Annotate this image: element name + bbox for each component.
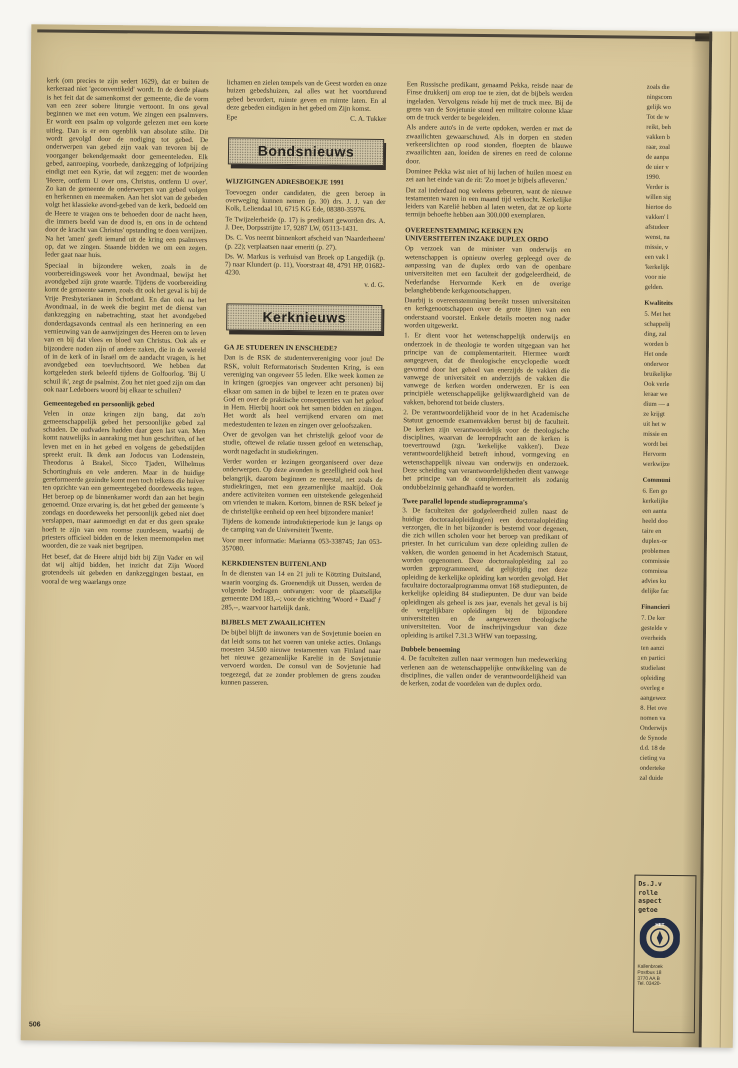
article-paragraph: Velen in onze kringen zijn bang, dat zo'n gemeenschappelijk gebed het persoonlijke gebed zal schaden. De oudvaders hadden daar geen last van. Men komt nauwelijks in aanraking met hun geschriften, of het leven met en in het gebed en volgens de gebedstijden spreekt eruit. Ik denk aan Jodocus van Lodenstein, Theodorus à Brakel, Sicco Tjaden, Wilhelmus Schortinghuis en vele anderen. Maar in de huidige gereformeerde gezindte komt men toch telkens die huiver ten opzichte van een gemeentegebed doordeweeks tegen. Het beroep op de binnenkamer wordt dan aan het begin genoemd. Onze ervaring is, dat het gebed der gemeente 's zondags en doordeweeks het persoonlijk gebed niet doet verslappen, maar aanmoedigt en dat er dus geen sprake hoeft te zijn van een roomse zuurdesem, waarbij de priesters officieel bidden en de leken meemompelen met woorden, die ze vaak niet begrijpen. — [41, 409, 206, 551]
advertisement-address: Kallenbroek Postbus 18 3770 AA B Tel. 03420- — [637, 964, 663, 988]
clipped-text-fragment: 7. De ker gestelde v overheids ten aanzi en partici studielast opleiding overleg e aangewez 8. Het ove nomen va Onderwijs de Synode d.d. 18 de cieting va onderteke zal duide — [639, 614, 668, 782]
article-heading: BIJBELS MET ZWAAILICHTEN — [221, 618, 326, 628]
signature-place: Epe — [226, 113, 238, 122]
article-subheading: Gemeentegebed en persoonlijk gebed — [43, 399, 155, 409]
article-paragraph: In de diensten van 14 en 21 juli te Kötzting Duitsland, waarin voorging ds. Groenendijk uit Dussen, werden de volgende bedragen ontvangen: voor de plaatselijke gemeente DM 183,--; voor de stichting 'Woord + Daad' ƒ 285,--, waarvoor hartelijk dank. — [221, 569, 382, 612]
page-top-edge — [37, 29, 738, 39]
article-column-1 — [37, 76, 209, 1030]
section-header-bondsnieuws: Bondsnieuws — [228, 138, 384, 167]
article-paragraph: Als andere auto's in de verte opdoken, werden er met de zwaailichten gewaarschuwd. Als in dorpen en steden verkeerslichten op rood stonden, floepten de blauwe zwaailichten aan, loeiden de sirenes en reed de colonne door. — [405, 123, 573, 166]
article-paragraph: Ds. C. Vos neemt binnenkort afscheid van 'Naarderheem' (p. 22); verplaatsen naar emeriti (p. 27). — [224, 233, 386, 252]
clipped-text-fragment: 5. Met het schappelij ding, zal worden b Het onde onderwor bruikelijke Ook verle leraar we dium — a ze krijgt uit het w missie en wordt bei Hervorm werkwijze — [642, 310, 672, 469]
advertisement-box — [633, 875, 697, 1034]
article-column-2 — [217, 78, 387, 1032]
article-column-4-clipped — [638, 83, 704, 884]
article-paragraph: Een Russische predikant, genaamd Pekka, reisde naar de Finse drukkerij om erop toe te zien, dat de bijbels werden ingeladen. Vervolgens reisde hij met de truck mee. Bij de grens van de Sovjetunie stond een militaire colonne klaar om de truck verder te begeleiden. — [406, 80, 573, 123]
article-paragraph: Verder worden er lezingen georganiseerd over deze onderwerpen. Op deze avonden is gezelligheid ook heel belangrijk, daarom beginnen ze meestal, net zoals de studiekringen, met een gezamenlijke maaltijd. Ook andere activiteiten vormen een uitstekende gelegenheid om vrienden te maken. Kortom, binnen de RSK beleef je de christelijke eenheid op een heel bijzondere manier! — [222, 457, 383, 517]
signature-author: C. A. Tukker — [350, 114, 387, 124]
article-column-3 — [397, 80, 573, 1034]
article-paragraph: Dat zal inderdaad nog weleens gebeuren, want de nieuwe testamenten waren in een maand tijd verkocht. Kerkelijke leiders van Karelië hebben al laten weten, dat ze op korte termijn behoefte hebben aan 300.000 exemplaren. — [405, 185, 572, 221]
section-box-wrap — [228, 138, 384, 167]
article-heading: GA JE STUDEREN IN ENSCHEDE? — [223, 343, 338, 353]
article-paragraph: lichamen en zielen tempels van de Geest worden en onze huizen gebedshuizen, zal alles wat het voortdurend gebed bevordert, ruimte geven en ruimte laten. En al deze gebeden eindigen in het gebed om Zijn komst. — [226, 78, 387, 113]
article-paragraph: Dan is de RSK de studentenvereniging voor jou! De RSK, voluit Reformatorisch Studenten Kring, is een vereniging van ongeveer 55 leden. Elke week komen ze in kringen (groepjes van ongeveer acht personen) bij elkaar om samen in de bijbel te lezen en te praten over God en over de praktische consequenties van het geloof in Hem. Hierbij hoort ook het samen bidden en zingen. Het wordt als heel verrijkend ervaren om met medestudenten te lezen en zingen over geloofszaken. — [223, 353, 384, 430]
clipped-text-fragment: 6. Een go kerkelijke een aanta heeld doo taire en duplex-or problemen commissie commissa advies ku delijke fac — [641, 487, 670, 596]
section-box-wrap — [226, 303, 382, 332]
clipped-text-fragment: zoals die ningscom gelijk wo Tot de w reikt, beh vakken b raar, zoal de aanpa de uier v 1990. Verder is willen sig hiertoe do vakken' l afstudeer wenst, na missie, v een vak l 'kerkelijk voor nie gelden. — [644, 83, 672, 291]
article-paragraph: Daarbij is overeenstemming bereikt tussen universiteiten en kerkgenootschappen over de grote lijnen van een onderstaand voorstel. Enkele details moeten nog nader worden uitgewerkt. — [404, 296, 571, 330]
article-subheading: Communi — [642, 476, 671, 485]
page-number: 506 — [28, 1021, 41, 1029]
article-subheading: Financieri — [641, 603, 670, 612]
article-paragraph: 4. De faculteiten zullen naar vermogen hun medewerking verlenen aan de wetenschappelijke ontwikkeling van de disciplines, die vallen onder de verantwoordelijkheid van de kerken, zodat de voordelen van de duplex ordo. — [400, 654, 567, 689]
seal-logo — [640, 918, 692, 964]
signature-row — [225, 279, 385, 289]
article-heading: KERKDIENSTEN BUITENLAND — [221, 559, 327, 569]
svg-text:HET: HET — [655, 922, 665, 928]
article-paragraph: 1. Er dient voor het wetenschappelijk onderwijs en onderzoek in de theologie te worden uitgegaan van het principe van de complementariteit. Hiermee wordt aangegeven, dat de theologische encyclopedie wordt gevormd door het geheel van enerzijds de vakken die vanwege de universiteit en anderzijds de vakken die vanwege de kerken worden onderwezen. Er is een principiële wetenschappelijke gelijkwaardigheid van de vakken, behorend tot beide clusters. — [403, 331, 571, 407]
article-paragraph: Dominee Pekka wist niet of hij lachen of huilen moest en zei aan het einde van de rit: 'Zo moet je bijbels afleveren.' — [405, 167, 572, 186]
article-paragraph: Tijdens de komende introduktieperiode kun je langs op de camping van de Universiteit Twente. — [222, 517, 383, 535]
article-paragraph: Voor meer informatie: Marianna 053-338745; Jan 053-357080. — [221, 535, 382, 553]
article-subheading: Dubbele benoeming — [400, 645, 461, 654]
article-paragraph: Te Twijzelerheide (p. 17) is predikant geworden drs. A. J. Dee, Dorpsstrijtte 17, 9287 LW, 05113-1431. — [225, 215, 386, 233]
article-heading: WIJZIGINGEN ADRESBOEKJE 1991 — [225, 177, 344, 188]
section-header-kerknieuws: Kerknieuws — [226, 303, 382, 332]
article-paragraph: kerk (om precies te zijn sedert 1629), dat er buiten de kerkeraad niet 'geconventikeld' wordt. In de derde plaats is het feit dat de samenkomst der gemeente, die de vorm van een zeer sobere liturgie vertoont. In ons geval beginnen we met een votum. We zingen een psalmvers. Er wordt een psalm op volgorde gelezen met een korte uitleg. Dan is er een ogenblik van absolute stilte. Dit wordt gevolgd door de nodiging tot gebed. De onderwerpen van gebed zijn vaak van tevoren bij de voorganger bekendgemaakt door gemeenteleden. Elk gebed, aanroeping, voorbede, dankzegging of lofprijzing eindigt met een Kyrie, dat wil zeggen: met de woorden 'Heere, ontferm U over ons, Christus, ontferm U over'. Zo kan de gemeente de onderwerpen van gebed volgen en herkennen en meemaken. Aan het slot van de gebeden volgt het klassieke avond-gebed van de kerk, bedoeld om de Heere te vragen ons te behoeden door de nacht heen, die immers beeld van de dood is, en ons in de ochtend door de kracht van Christus' opstanding te doen verrijzen. Na het 'amen' geeft iemand uit de kring een psalmvers op, dat we zingen. Staande bidden we om een zegen. Ieder gaat naar huis. — [44, 76, 209, 260]
article-paragraph: De bijbel blijft de inwoners van de Sovjetunie boeien en dat leidt soms tot het voeren van unieke acties. Onlangs moesten 34.500 nieuwe testamenten van Finland naar het nieuwe gezamenlijke Karelië in de Sovjetunie vervoerd worden. De consul van de Sovjetunie had toegezegd, dat ze zonder problemen de grens zouden kunnen passeren. — [220, 628, 382, 687]
article-paragraph: 3. De faculteiten der godgeleerdheid zullen naast de huidige doctoraalopleiding(en) een doctoraalopleiding verzorgen, die in het bijzonder is bestemd voor degenen, die zich willen scholen voor het beroep van predikant of priester. In het curriculum van deze opleiding zullen de vakken, die worden genoemd in het Academisch Statuut, worden opgenomen. Deze doctoraalopleiding zal zo worden geprogrammeerd, dat gelijktijdig met deze opleiding de kerkelijke opleiding kan worden gevolgd. Het facultaire doctoraalprogramma omvat 168 studiepunten, de kerkelijke opleiding 84 studiepunten. De duur van beide opleidingen als geheel is zes jaar, evenals het geval is bij de vergelijkbare opleidingen bij de bijzondere universiteiten en de aangewezen theologische universiteiten. Voor de inschrijvingsduur van deze opleiding is artikel 7.31.3 WHW van toepassing. — [400, 506, 569, 641]
article-paragraph: Toevoegen onder candidaten, die geen beroep in overweging kunnen nemen (p. 30) drs. J. J. van der Kolk, Leliendaal 10, 6715 KG Ede, 08380-35976. — [225, 188, 386, 215]
article-paragraph: 2. De verantwoordelijkheid voor de in het Academische Statuut genoemde examenvakken berust bij de faculteit. De kerken zijn verantwoordelijk voor de theologische disciplines, waarvan de leeropdracht aan de kerken is toevertrouwd (zgn. 'kerkelijke vakken'). Deze verantwoordelijkheid betreft inhoud, vormgeving en wetenschappelijk niveau van onderwijs en onderzoek. Deze scheiding van verantwoordelijkheden dient vanwege het principe van de complementariteit als zodanig ondubbelzinnig gehandhaafd te worden. — [402, 408, 570, 493]
advertisement-typed-text: Ds.J.v rolle aspect getoe — [638, 879, 662, 914]
article-paragraph: Over de gevolgen van het christelijk geloof voor de studie, oftewel de relatie tussen geloof en wetenschap, wordt nagedacht in studiekringen. — [222, 430, 384, 456]
article-heading: OVEREENSTEMMING KERKEN EN UNIVERSITEITEN INZAKE DUPLEX ORDO — [405, 225, 549, 244]
article-paragraph: Ds. W. Markus is verhuisd van Broek op Langedijk (p. 7) naar Klundert (p. 11), Voorstraat 48, 4791 HP, 01682-4230. — [224, 252, 385, 277]
article-paragraph: Het besef, dat de Heere altijd bidt bij Zijn Vader en wil dat wij altijd bidden, het inzicht dat Zijn Woord grotendeels uit gebeden en dankzeggingen bestaat, en vooral de weg waarlangs onze — [41, 552, 204, 586]
article-paragraph: Op verzoek van de minister van onderwijs en wetenschappen is opnieuw overleg gepleegd over de aanpassing van de duplex ordo van de openbare universiteiten met een faculteit der godgeleerdheid, de Nederlandse Hervormde Kerk en de overige belanghebbende kerkgenootschappen. — [404, 244, 572, 296]
signature-author: v. d. G. — [364, 280, 385, 289]
newspaper-page — [21, 24, 738, 1047]
article-paragraph: Speciaal in bijzondere weken, zoals in de voorbereidingsweek voor het Avondmaal, bewijst het avondgebed zijn grote waarde. Tijdens de voorbereiding komt de gemeente samen, zoals dit ook het geval is bij de Vrije Presbyterianen in Schotland. En dan ook na het Avondmaal, in de week die begint met de dienst van dankzegging en nabetrachting, staat het avondgebed donderdagsavonds centraal als een herinnering en een vernieuwing van de aanwijzingen des Heeren om te leven van en bij dat vlees en bloed van Christus. Ook als er bijzondere noden zijn of andere zaken, die in de wereld of in de kerk of in Israël om de aandacht vragen, is het avondgebed een toevluchtsoord. We hebben dat kortgeleden sterk beleefd tijdens de Golfoorlog. 'Bij U schuil ik', zegt de psalmist. Zou het niet goed zijn om dan ook naar Ledeboers woord bij elkaar te schuilen? — [43, 260, 207, 395]
article-subheading: Twee parallel lopende studieprogramma's — [402, 497, 528, 507]
signature-row — [226, 114, 386, 124]
article-subheading: Kwaliteits — [644, 299, 673, 308]
